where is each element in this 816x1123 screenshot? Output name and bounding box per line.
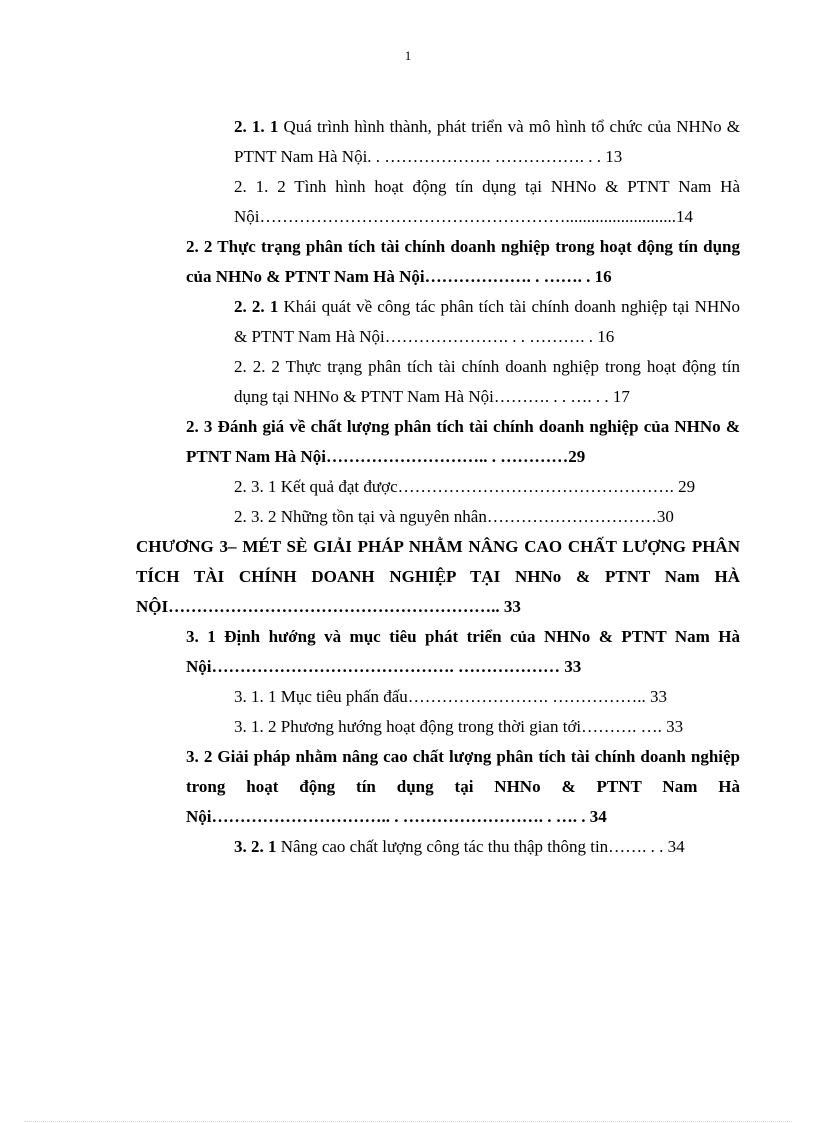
toc-entry-text: CHƯƠNG 3– MÉT SÈ GIẢI PHÁP NHẰM NÂNG CAO CHẤT LƯỢNG PHÂN TÍCH TÀI CHÍNH DOANH NGHIỆP TẠI NHNo & PTNT Nam HÀ NỘI………………………………………………….. 33 — [136, 537, 740, 616]
toc-entry-text: 2. 2. 2 Thực trạng phân tích tài chính doanh nghiệp trong hoạt động tín dụng tại NHNo & PTNT Nam Hà Nội………. . . …. . . 17 — [234, 357, 740, 406]
toc-entry-2-3-1[interactable] — [234, 472, 740, 502]
toc-entry-text: Nâng cao chất lượng công tác thu thập thông tin……. . . 34 — [280, 837, 685, 856]
toc-entry-number: 2. 1. 1 — [234, 117, 279, 136]
toc-entry-text: 2. 3. 2 Những tồn tại và nguyên nhân…………………………30 — [234, 507, 674, 526]
toc-entry-2-2-2[interactable] — [234, 352, 740, 412]
toc-entry-text: 2. 2 Thực trạng phân tích tài chính doanh nghiệp trong hoạt động tín dụng của NHNo & PTNT Nam Hà Nội………………. . ……. . 16 — [186, 237, 740, 286]
table-of-contents — [0, 112, 816, 862]
toc-entry-3-2-1[interactable] — [234, 832, 740, 862]
toc-entry-3-1-1[interactable] — [234, 682, 740, 712]
toc-entry-2-2[interactable] — [186, 232, 740, 292]
toc-entry-number: 3. 2. 1 — [234, 837, 277, 856]
toc-entry-text: 3. 1 Định hướng và mục tiêu phát triển của NHNo & PTNT Nam Hà Nội……………………………………. ……………… 33 — [186, 627, 740, 676]
toc-entry-text: 2. 1. 2 Tình hình hoạt động tín dụng tại NHNo & PTNT Nam Hà Nội………………………………………………..........................14 — [234, 177, 740, 226]
toc-entry-2-3-2[interactable] — [234, 502, 740, 532]
toc-entry-2-1-1[interactable] — [234, 112, 740, 172]
toc-entry-2-2-1[interactable] — [234, 292, 740, 352]
toc-entry-text: 3. 1. 1 Mục tiêu phấn đấu……………………. …………….. 33 — [234, 687, 667, 706]
page-bottom-divider — [24, 1121, 792, 1122]
toc-entry-2-3[interactable] — [186, 412, 740, 472]
page-number: 1 — [404, 48, 412, 63]
toc-entry-3-1-2[interactable] — [234, 712, 740, 742]
toc-entry-2-1-2[interactable] — [234, 172, 740, 232]
toc-entry-text: 3. 1. 2 Phương hướng hoạt động trong thời gian tới………. …. 33 — [234, 717, 684, 736]
toc-entry-text: 3. 2 Giải pháp nhằm nâng cao chất lượng phân tích tài chính doanh nghiệp trong hoạt động tín dụng tại NHNo & PTNT Nam Hà Nội………………………….. . ……………………. . …. . 34 — [186, 747, 740, 826]
toc-entry-text: Quá trình hình thành, phát triển và mô hình tổ chức của NHNo & PTNT Nam Hà Nội. . ………………. ……………. . . 13 — [234, 117, 740, 166]
toc-entry-chapter-3[interactable] — [136, 532, 740, 622]
toc-entry-number: 2. 2. 1 — [234, 297, 279, 316]
toc-entry-text: Khái quát về công tác phân tích tài chính doanh nghiệp tại NHNo & PTNT Nam Hà Nội…………………. . . ………. . 16 — [234, 297, 740, 346]
toc-entry-3-2[interactable] — [186, 742, 740, 832]
toc-entry-3-1[interactable] — [186, 622, 740, 682]
toc-entry-text: 2. 3. 1 Kết quả đạt được…………………………………………. 29 — [234, 477, 696, 496]
toc-entry-text: 2. 3 Đánh giá về chất lượng phân tích tài chính doanh nghiệp của NHNo & PTNT Nam Hà Nội……………………….. . …………29 — [186, 417, 740, 466]
